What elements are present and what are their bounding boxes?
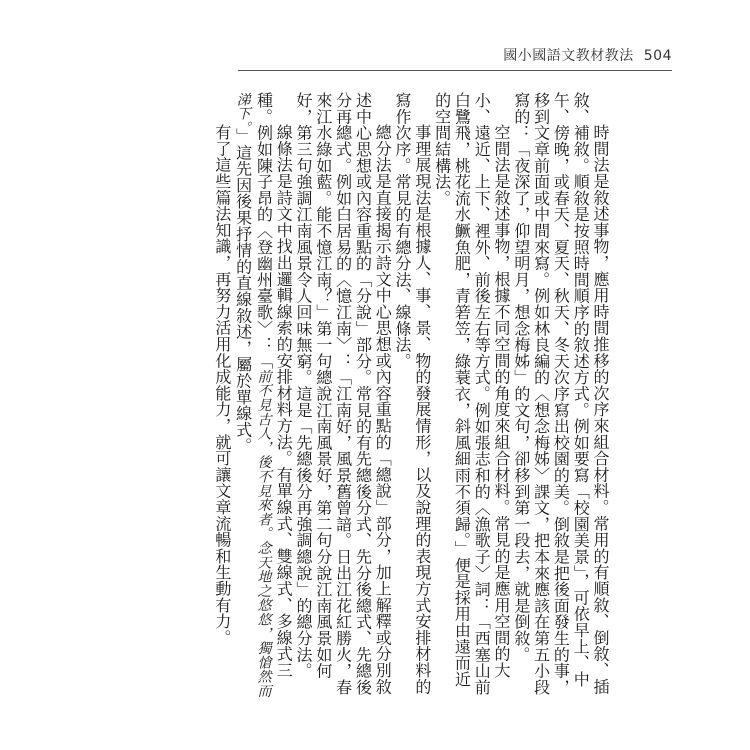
poem-quote: 前不見古人，後不見來者。念天地之悠悠，獨愴然而涕下。: [234, 92, 272, 699]
paragraph-time-method: 時間法是敘述事物，應用時間推移的次序來組合材料。常用的有順敘、倒敘、插敘、補敘。順敘是按照時間順序的敘述方式。例如要寫「校園美景」，可依早上、中午、傍晚，或春天、夏天、秋天、冬天次序寫出校園的美。倒敘是把後面發生的事，移到文章前面或中間來寫。例如林良編的〈想念梅姊〉課文，把本來應該在第五小段寫的：「夜深了，仰望明月，想念梅姊」的文句，卻移到第一段去，就是倒敘。: [511, 92, 610, 696]
body-text: [190, 92, 610, 702]
running-header: [503, 45, 672, 65]
page-number: 504: [643, 48, 672, 64]
paragraph-general-specific: 總分法是直接揭示詩文中心思想或內容重點的「總說」部分，加上解釋或分別敘述中心思想或內容重點的「分說」部分。常見的有先總後分式、先分後總式、先總後分再總式。例如白居易的〈憶江南〉：「江南好，風景舊曾諳。日出江花紅勝火，春來江水綠如藍。能不憶江南？」第一句總說江南風景好，第二句分說江南風景如何好，第三句強調江南風景令人回味無窮。這是「先總後分再強調總說」的總分法。: [294, 92, 393, 696]
paragraph-space-method: 空間法是敘述事物，根據不同空間的角度來組合材料。常見的是應用空間的大小、遠近、上下、裡外、前後左右等方式。例如張志和的〈漁歌子〉詞：「西塞山前白鷺飛，桃花流水鱖魚肥，青箬笠，綠蓑衣，斜風細雨不須歸。」便是採用由遠而近的空間結構法。: [432, 92, 512, 696]
line-method-tail: 」這先因後果抒情的直線敘述，屬於單線式。: [233, 127, 253, 454]
book-title: 國小國語文教材教法: [503, 48, 634, 64]
paragraph-line-method: [232, 92, 293, 702]
line-method-text: 線條法是詩文中找出邏輯線索的安排材料方法。有單線式、雙線式、多線式三種。例如陳子昂的〈登幽州臺歌〉：「: [254, 92, 294, 679]
paragraph-conclusion: 有了這些篇法知識，再努力活用化成能力，就可讓文章流暢和生動有力。: [212, 124, 232, 646]
paragraph-logic-method: 事理展現法是根據人、事、景、物的發展情形，以及說理的表現方式安排材料的寫作次序。常見的有總分法、線條法。: [393, 92, 432, 695]
header-rule: [238, 70, 672, 71]
